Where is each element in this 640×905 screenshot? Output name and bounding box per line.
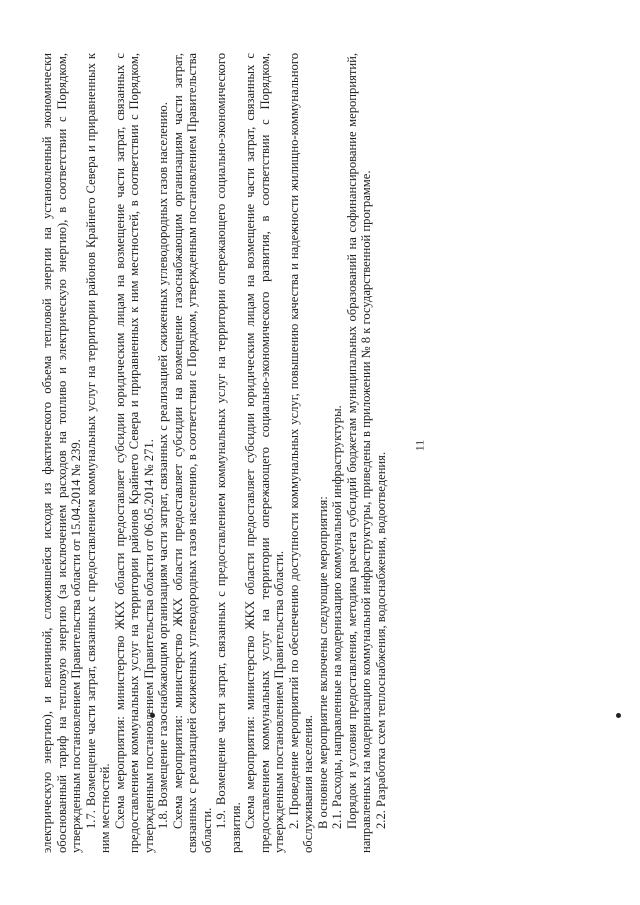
paragraph: Схема мероприятия: министерство ЖКХ области предоставляет субсидии на возмещение газоснабжающим организациям части затрат, связанных с реализацией сжиженных углеводородных газов населению, в соответствии с Порядком, утвержденным постановлением Правительства области.: [170, 53, 214, 853]
paragraph: Схема мероприятия: министерство ЖКХ области предоставляет субсидии юридическим лицам на возмещение части затрат, связанных с предоставлением коммунальных услуг на территории районов Крайнего Севера и приравненных к ним местностей, в соответствии с Порядком, утвержденным постановлением Правительства области от 06.05.2014 № 271.: [112, 53, 156, 853]
paragraph: Порядок и условия предоставления, методика расчета субсидий бюджетам муниципальных образований на софинансирование мероприятий, направленных на модернизацию коммунальной инфраструктуры, приведены в приложении № 8 к государственной программе.: [344, 53, 373, 853]
paragraph: Схема мероприятия: министерство ЖКХ области предоставляет субсидии юридическим лицам на возмещение части затрат, связанных с предоставлением коммунальных услуг на территории опережающего социально-экономического развития, в соответствии с Порядком, утвержденным постановлением Правительства области.: [243, 53, 286, 853]
document-body: [40, 53, 600, 853]
paragraph: электрическую энергию), и величиной, сложившейся исходя из фактического объема тепловой энергии на установленный экономически обоснованный тариф на тепловую энергию (за исключением расходов на топливо и электрическую энергию), в соответствии с Порядком, утвержденным постановлением Правительства области от 15.04.2014 № 239.: [40, 53, 83, 853]
paragraph: 2.2. Разработка схем теплоснабжения, водоснабжения, водоотведения.: [373, 451, 388, 829]
paragraph: 2.1. Расходы, направленные на модернизацию коммунальной инфраструктуры.: [330, 405, 344, 829]
paragraph: 1.8. Возмещение газоснабжающим организациям части затрат, связанных с реализацией сжиженных углеводородных газов населению.: [156, 102, 170, 829]
paragraph: 2. Проведение мероприятий по обеспечению доступности коммунальных услуг, повышению качества и надежности жилищно-коммунального обслуживания населения.: [286, 53, 315, 853]
scan-dot-bottom: [616, 713, 621, 718]
paragraph: 1.9. Возмещение части затрат, связанных с предоставлением коммунальных услуг на территории опережающего социально-экономического развития.: [214, 53, 243, 853]
paragraph: В основное мероприятие включены следующие мероприятия:: [315, 496, 330, 829]
page-number: 11: [412, 439, 427, 452]
paragraph: 1.7. Возмещение части затрат, связанных с предоставлением коммунальных услуг на территории районов Крайнего Севера и приравненных к ним местностей.: [83, 53, 112, 853]
